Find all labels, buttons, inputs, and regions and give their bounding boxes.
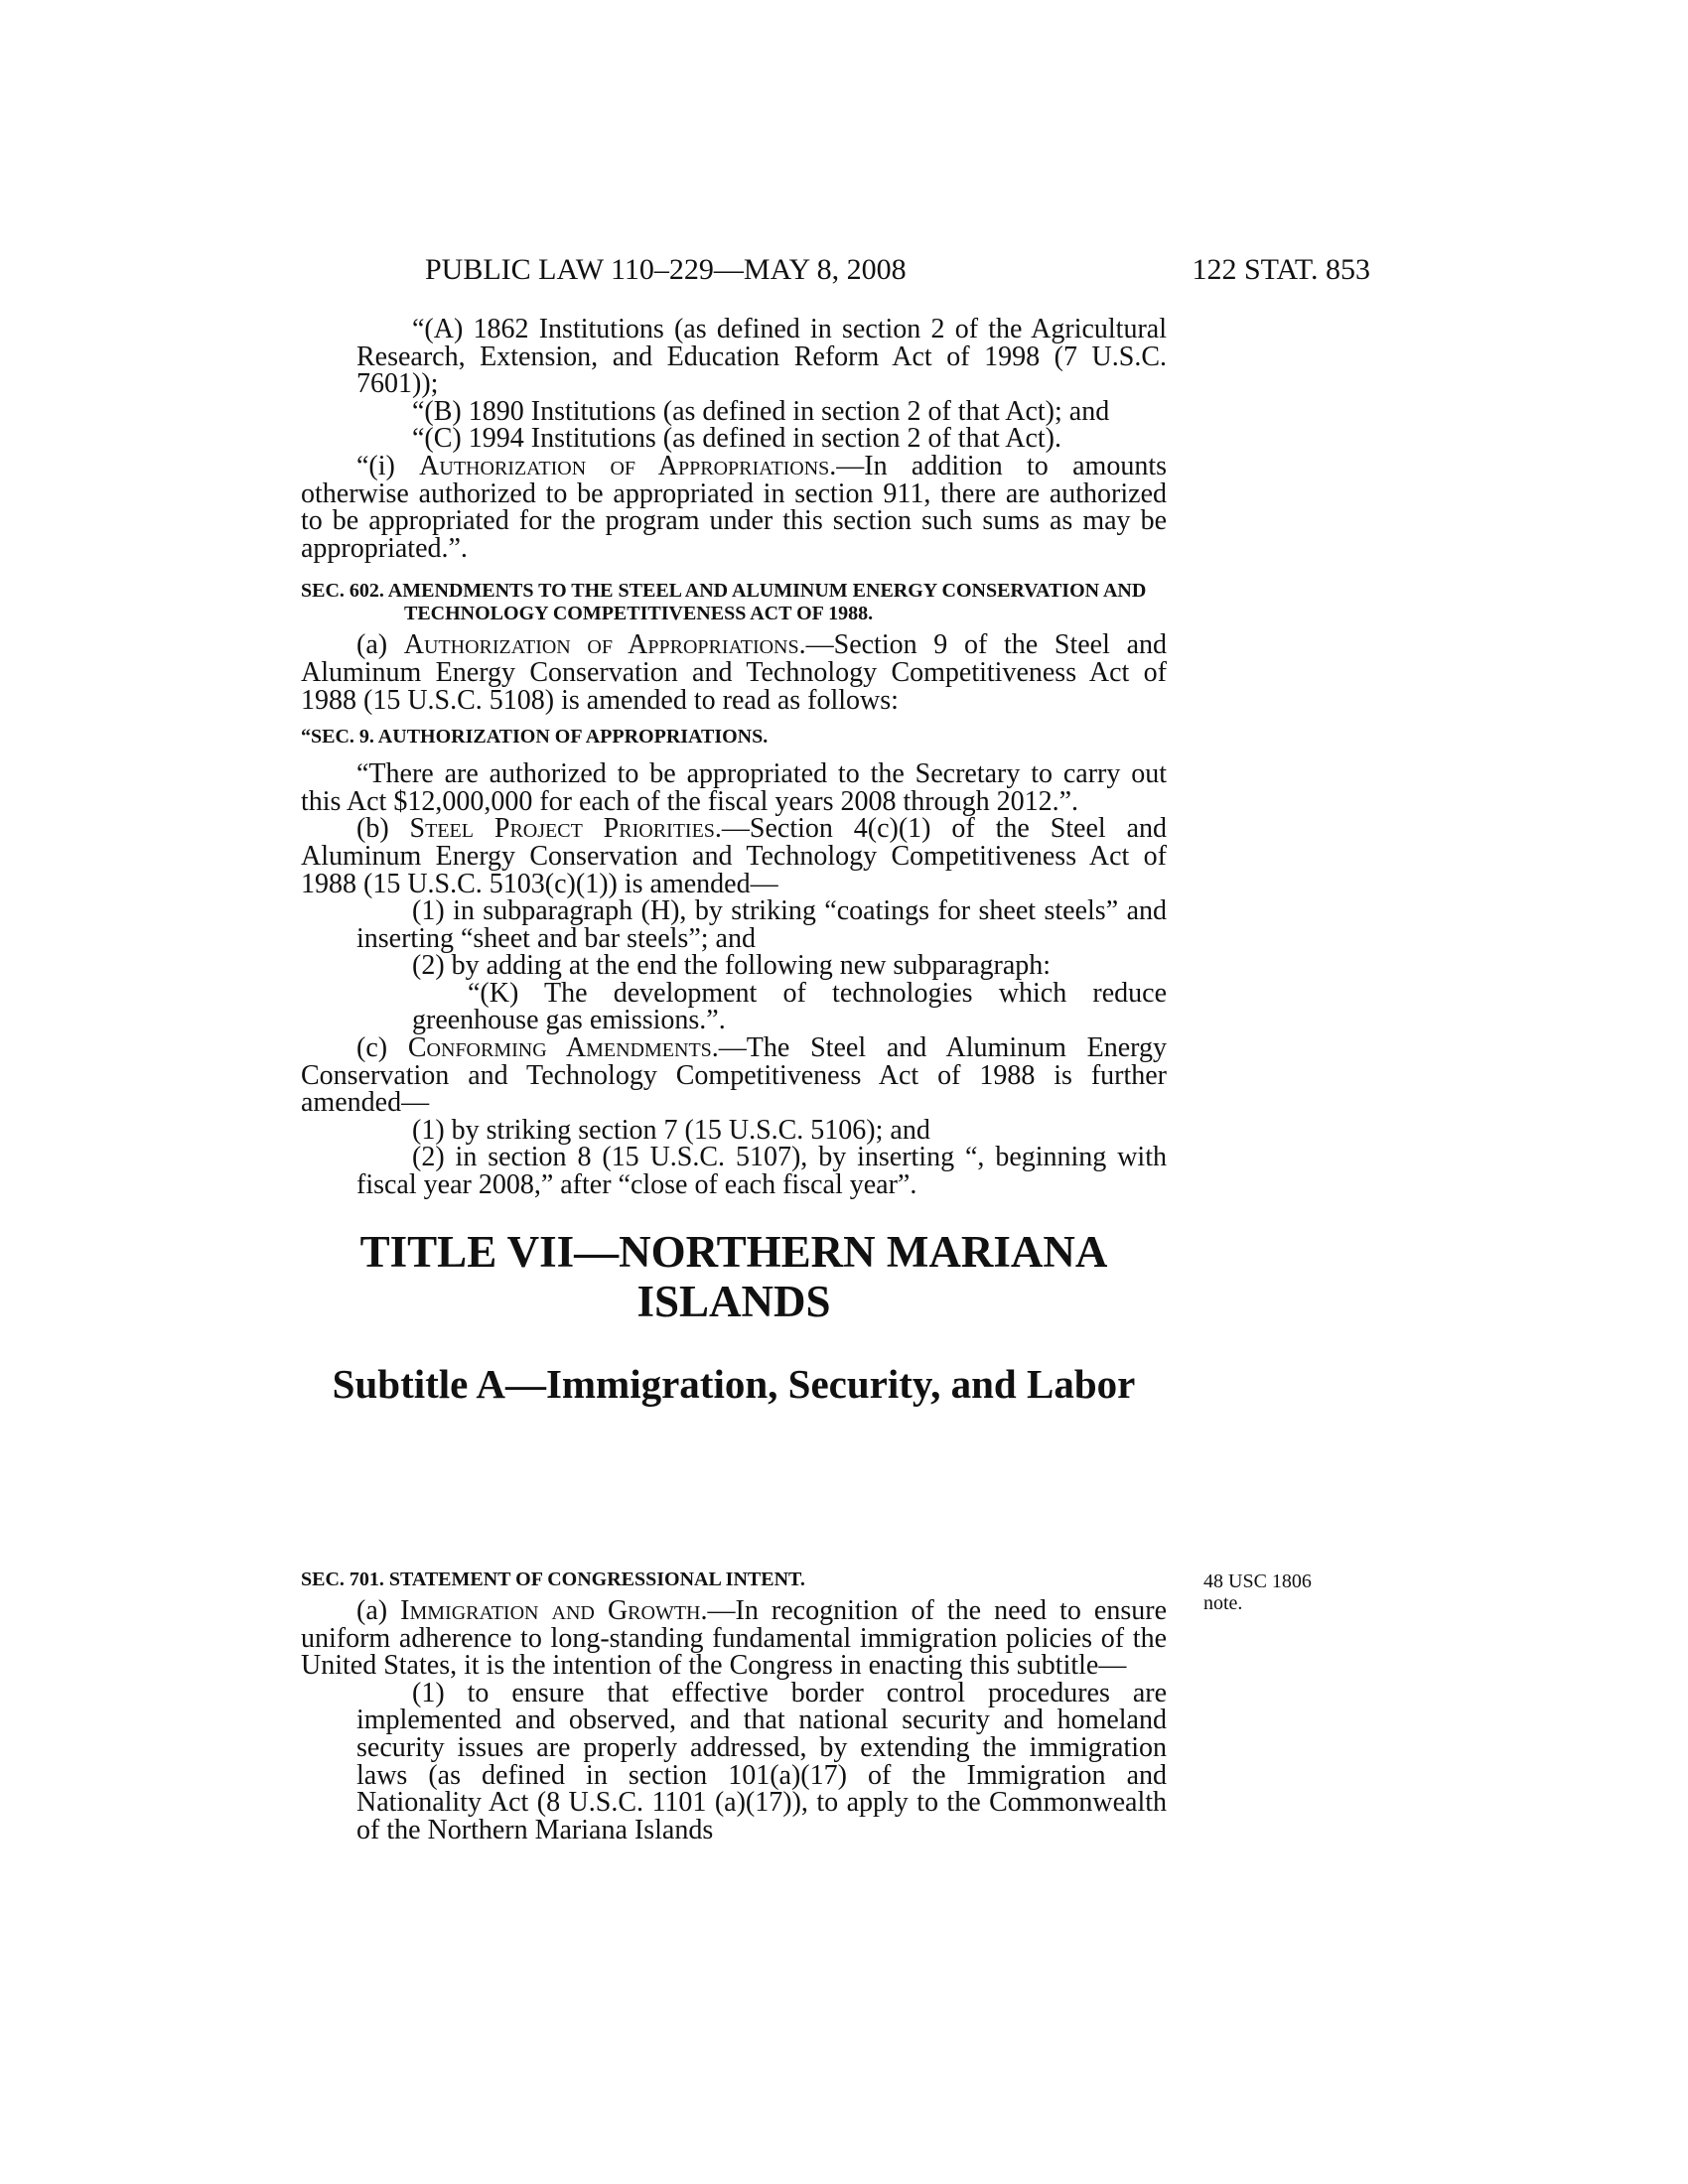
running-head-title: PUBLIC LAW 110–229—MAY 8, 2008 [425,253,907,286]
subsection-i-text: .—In addition to amounts otherwise authorized to be appropriated in section 911, there are authorized to be appropriated for the program under this section such sums as may be appropriated.”. [301,450,1167,564]
section-602-subsection-c [301,1034,1167,1117]
subparagraph-a: “(A) 1862 Institutions (as defined in section 2 of the Agricultural Research, Extension, and Education Reform Act of 1998 (7 U.S.C. 7601)); [356,314,1167,400]
quoted-section-9-text: “There are authorized to be appropriated to the Secretary to carry out this Act $12,000,000 for each of the fiscal years 2008 through 2012.”. [301,758,1167,817]
subsection-i [301,450,1167,564]
title-vii-heading: TITLE VII—NORTHERN MARIANA ISLANDS [359,1226,1108,1326]
sec701-a-text: .—In recognition of the need to ensure uniform adherence to long-standing fundamental immigration policies of the United States, it is the intention of the Congress in enacting this subtitle— [301,1595,1168,1682]
sec602-c-text: .—The Steel and Aluminum Energy Conservation and Technology Competitiveness Act of 1988 is further amended— [301,1032,1167,1119]
section-701 [301,1569,1167,1843]
sec602-b-prefix: (b) [356,813,410,845]
section-602-subsection-a [301,631,1167,714]
statute-page-number: 122 STAT. 853 [1192,253,1370,286]
subsection-i-prefix: “(i) [356,450,420,481]
quoted-section-9-heading: “SEC. 9. AUTHORIZATION OF APPROPRIATIONS. [301,726,769,749]
sec602-a-prefix: (a) [356,629,404,661]
sec602-c-paragraph-1: (1) by striking section 7 (15 U.S.C. 5106); and [412,1114,930,1146]
sec602-b-paragraph-1: (1) in subparagraph (H), by striking “coatings for sheet steels” and inserting “sheet and bar steels”; and [356,895,1167,954]
section-602-heading: SEC. 602. AMENDMENTS TO THE STEEL AND ALUMINUM ENERGY CONSERVATION AND TECHNOLOGY COMPETITIVENESS ACT OF 1988. [301,580,1147,625]
sec602-b-heading: Steel Project Priorities [409,813,715,845]
sec602-b-subparagraph-k: “(K) The development of technologies which reduce greenhouse gas emissions.”. [412,977,1167,1036]
subparagraph-b: “(B) 1890 Institutions (as defined in section 2 of that Act); and [412,395,1110,427]
sec602-c-prefix: (c) [356,1032,408,1064]
sec602-c-paragraph-2: (2) in section 8 (15 U.S.C. 5107), by inserting “, beginning with fiscal year 2008,” after “close of each fiscal year”. [356,1142,1167,1201]
subsection-i-heading: Authorization of Appropriations [419,450,830,481]
sec701-a-prefix: (a) [356,1595,401,1626]
section-701-heading: SEC. 701. STATEMENT OF CONGRESSIONAL INTENT. [301,1569,805,1590]
sec602-b-text: .—Section 4(c)(1) of the Steel and Aluminum Energy Conservation and Technology Competitiveness Act of 1988 (15 U.S.C. 5103(c)(1)) is amended— [301,813,1167,899]
sec602-a-text: .—Section 9 of the Steel and Aluminum Energy Conservation and Technology Competitiveness Act of 1988 (15 U.S.C. 5108) is amended to read as follows: [301,629,1167,716]
sec602-c-heading: Conforming Amendments [407,1032,712,1064]
subparagraph-c: “(C) 1994 Institutions (as defined in section 2 of that Act). [412,423,1061,455]
section-602-subsection-b [301,815,1167,897]
body-column [301,316,1167,1406]
running-head [425,250,1370,290]
sec701-a-paragraph-1: (1) to ensure that effective border control procedures are implemented and observed, and that national security and homeland security issues are properly addressed, by extending the immigration laws (as defined in section 101(a)(17) of the Immigration and Nationality Act (8 U.S.C. 1101 (a)(17)), to apply to the Commonwealth of the Northern Mariana Islands [356,1677,1167,1845]
subtitle-a-heading: Subtitle A—Immigration, Security, and Labor [332,1360,1136,1407]
section-701-subsection-a [301,1597,1167,1680]
usc-margin-note: 48 USC 1806 note. [1203,1570,1312,1614]
sec602-a-heading: Authorization of Appropriations [403,629,799,661]
sec701-a-heading: Immigration and Growth [400,1595,701,1626]
sec602-b-paragraph-2: (2) by adding at the end the following new subparagraph: [412,950,1052,982]
